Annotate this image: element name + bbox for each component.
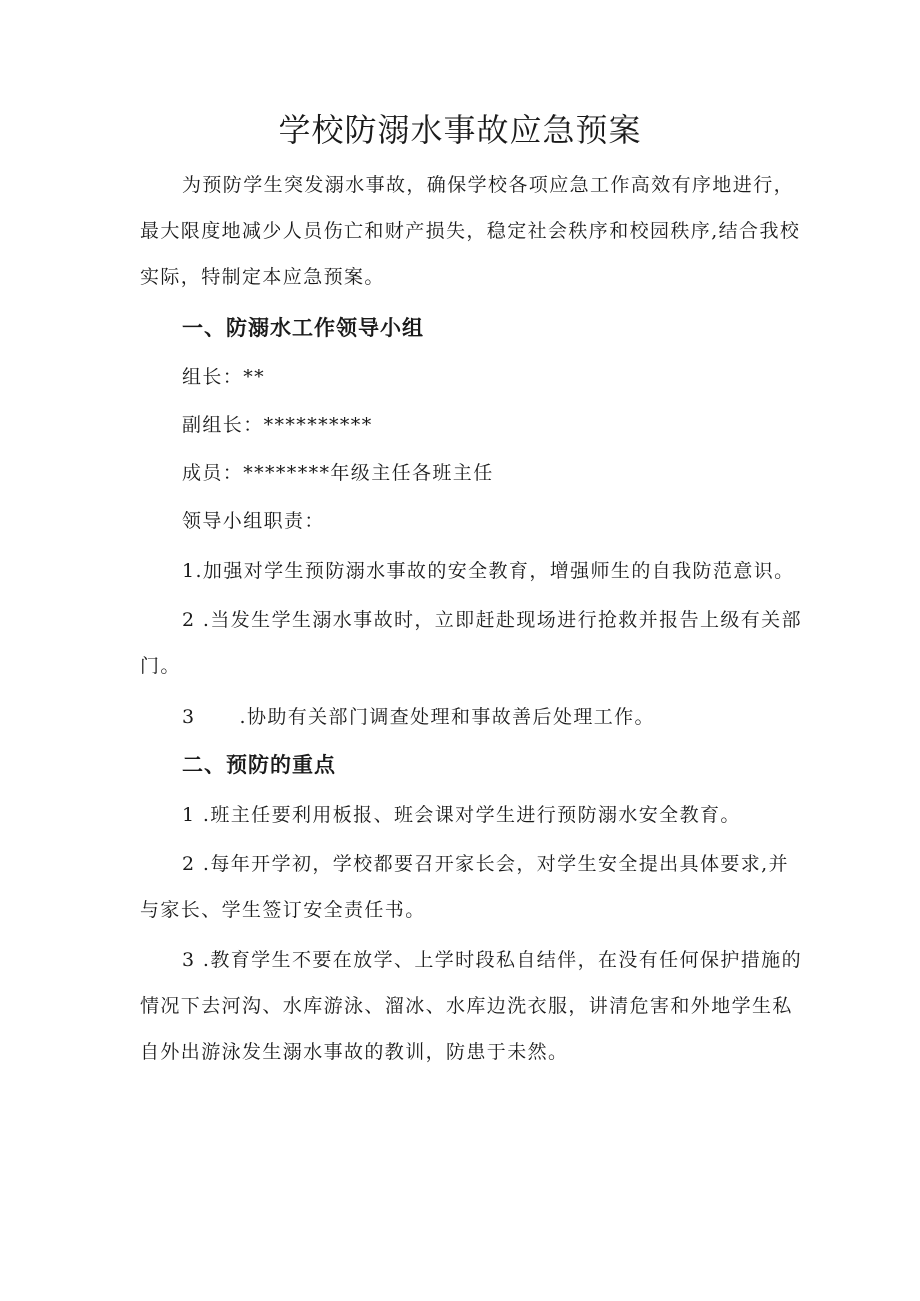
duty-item-3-number: 3 [182,706,196,728]
intro-paragraph [140,162,800,300]
duty-item-2 [140,597,800,689]
prevention-point-2-line: 与家长、学生签订安全责任书。 [140,899,426,921]
document-title: 学校防溺水事故应急预案 [278,111,642,149]
leader-line: 组长：** [182,366,266,388]
intro-line: 为预防学生突发溺水事故，确保学校各项应急工作高效有序地进行， [182,174,795,196]
prevention-point-2 [140,841,800,933]
section1-heading: 一、防溺水工作领导小组 [182,316,424,340]
prevention-point-3 [140,937,800,1075]
prevention-point-2-line: 2 .每年开学初，学校都要召开家长会，对学生安全提出具体要求,并 [182,853,790,875]
prevention-point-3-line: 3 .教育学生不要在放学、上学时段私自结伴，在没有任何保护措施的 [182,949,802,971]
members-line: 成员：********年级主任各班主任 [182,462,494,484]
prevention-point-1: 1 .班主任要利用板报、班会课对学生进行预防溺水安全教育。 [182,804,741,826]
intro-line: 实际，特制定本应急预案。 [140,266,385,288]
duty-item-3 [182,697,655,737]
section2-heading: 二、预防的重点 [182,753,336,777]
duty-item-1: 1.加强对学生预防溺水事故的安全教育，增强师生的自我防范意识。 [182,560,795,582]
prevention-point-3-line: 自外出游泳发生溺水事故的教训，防患于未然。 [140,1041,569,1063]
duty-item-2-line: 2 .当发生学生溺水事故时，立即赶赴现场进行抢救并报告上级有关部 [182,609,802,631]
prevention-point-3-line: 情况下去河沟、水库游泳、溜冰、水库边洗衣服，讲清危害和外地学生私 [140,995,793,1017]
deputy-leader-line: 副组长：********** [182,414,373,436]
duty-item-2-line: 门。 [140,655,181,677]
intro-line: 最大限度地减少人员伤亡和财产损失，稳定社会秩序和校园秩序,结合我校 [140,220,801,242]
duty-item-3-text: .协助有关部门调查处理和事故善后处理工作。 [239,706,655,728]
duties-label: 领导小组职责： [182,510,325,532]
